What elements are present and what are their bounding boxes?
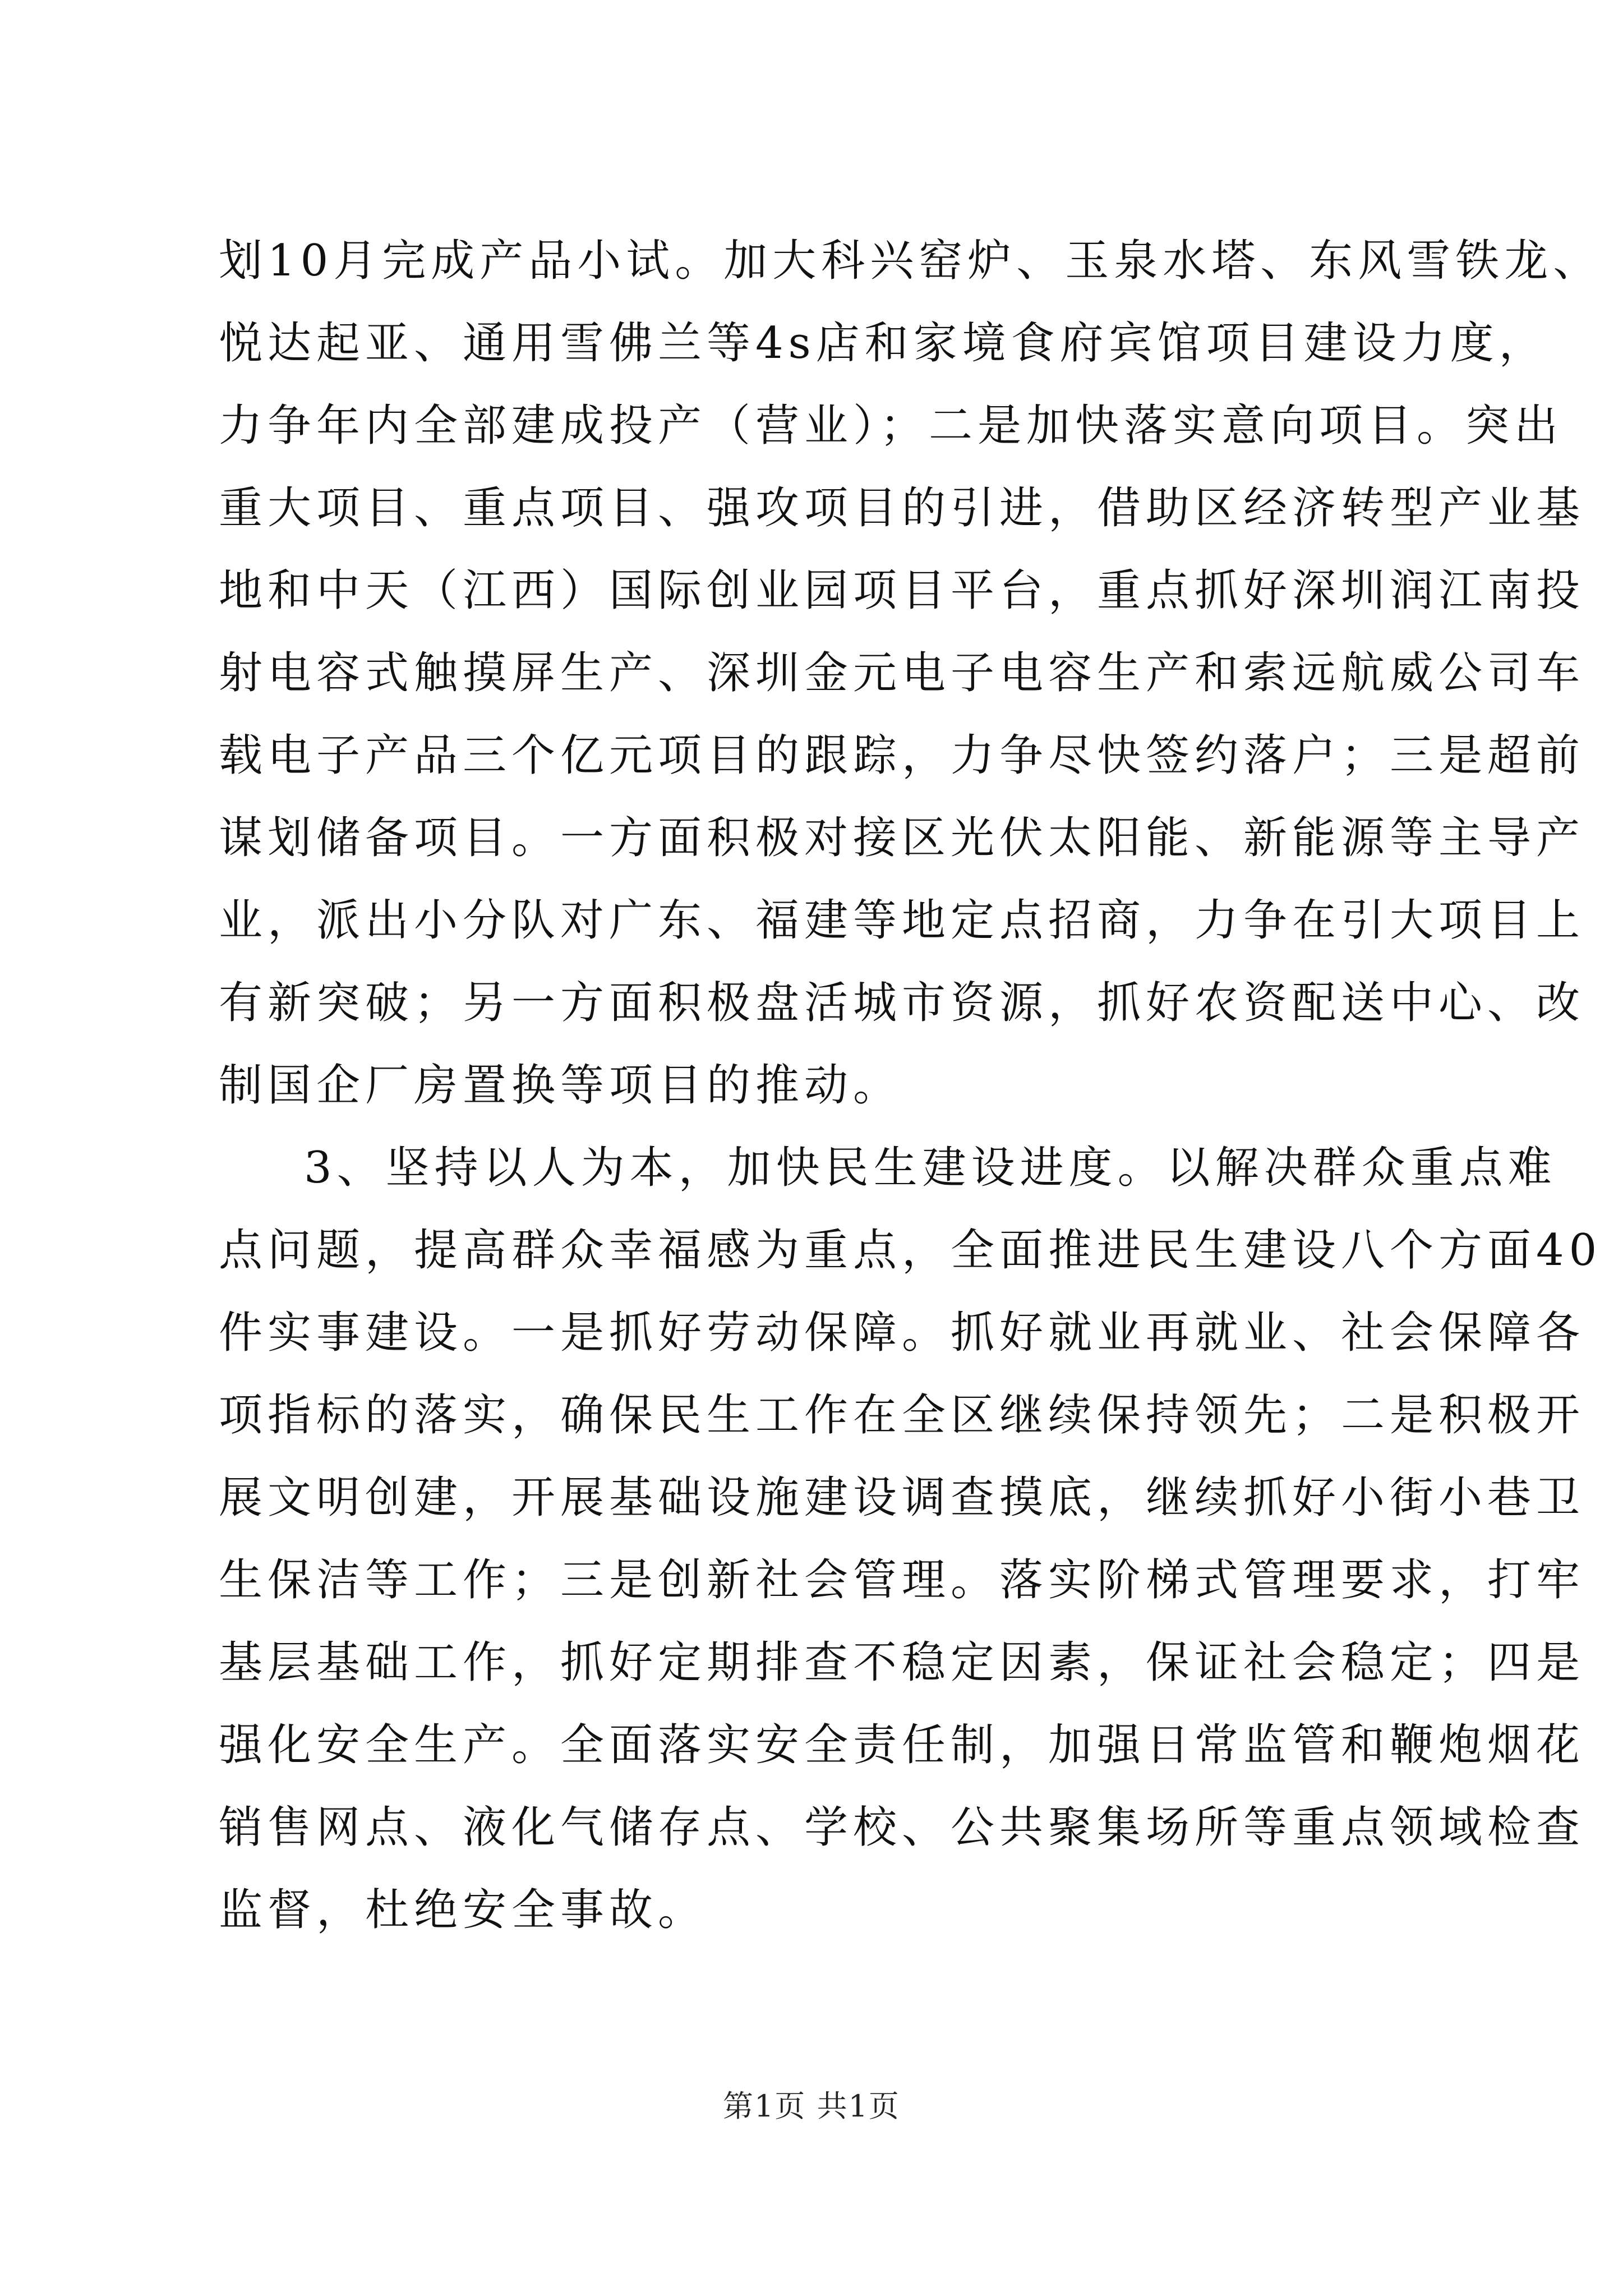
paragraph-start-line: 3、坚持以人为本，加快民生建设进度。以解决群众重点难 <box>304 1143 1557 1193</box>
text-line: 地和中天（江西）国际创业园项目平台，重点抓好深圳润江南投 <box>219 565 1585 616</box>
text-line: 件实事建设。一是抓好劳动保障。抓好就业再就业、社会保障各 <box>219 1308 1585 1358</box>
body-text <box>219 220 1602 1952</box>
text-line: 强化安全生产。全面落实安全责任制，加强日常监管和鞭炮烟花 <box>219 1720 1585 1770</box>
text-line: 谋划储备项目。一方面积极对接区光伏太阳能、新能源等主导产 <box>219 813 1585 863</box>
text-line: 载电子产品三个亿元项目的跟踪，力争尽快签约落户；三是超前 <box>219 730 1585 781</box>
text-line: 监督，杜绝安全事故。 <box>219 1885 707 1935</box>
text-line: 重大项目、重点项目、强攻项目的引进，借助区经济转型产业基 <box>219 483 1585 533</box>
text-line: 制国企厂房置换等项目的推动。 <box>219 1060 902 1111</box>
text-line: 销售网点、液化气储存点、学校、公共聚集场所等重点领域检查 <box>219 1802 1585 1853</box>
text-line: 生保洁等工作；三是创新社会管理。落实阶梯式管理要求，打牢 <box>219 1555 1585 1605</box>
text-line: 业，派出小分队对广东、福建等地定点招商，力争在引大项目上 <box>219 895 1585 946</box>
text-line: 射电容式触摸屏生产、深圳金元电子电容生产和索远航威公司车 <box>219 648 1585 698</box>
text-line: 点问题，提高群众幸福感为重点，全面推进民生建设八个方面40 <box>219 1225 1602 1276</box>
text-line: 展文明创建，开展基础设施建设调查摸底，继续抓好小街小巷卫 <box>219 1473 1585 1523</box>
text-line: 基层基础工作，抓好定期排查不稳定因素，保证社会稳定；四是 <box>219 1637 1585 1688</box>
text-line: 划10月完成产品小试。加大科兴窑炉、玉泉水塔、东风雪铁龙、 <box>219 236 1602 286</box>
text-line: 有新突破；另一方面积极盘活城市资源，抓好农资配送中心、改 <box>219 978 1585 1028</box>
text-line: 项指标的落实，确保民生工作在全区继续保持领先；二是积极开 <box>219 1390 1585 1441</box>
text-line: 力争年内全部建成投产（营业）；二是加快落实意向项目。突出 <box>219 401 1564 451</box>
page-footer: 第1页 共1页 <box>723 2088 900 2124</box>
text-line: 悦达起亚、通用雪佛兰等4s店和家境食府宾馆项目建设力度， <box>219 318 1548 369</box>
